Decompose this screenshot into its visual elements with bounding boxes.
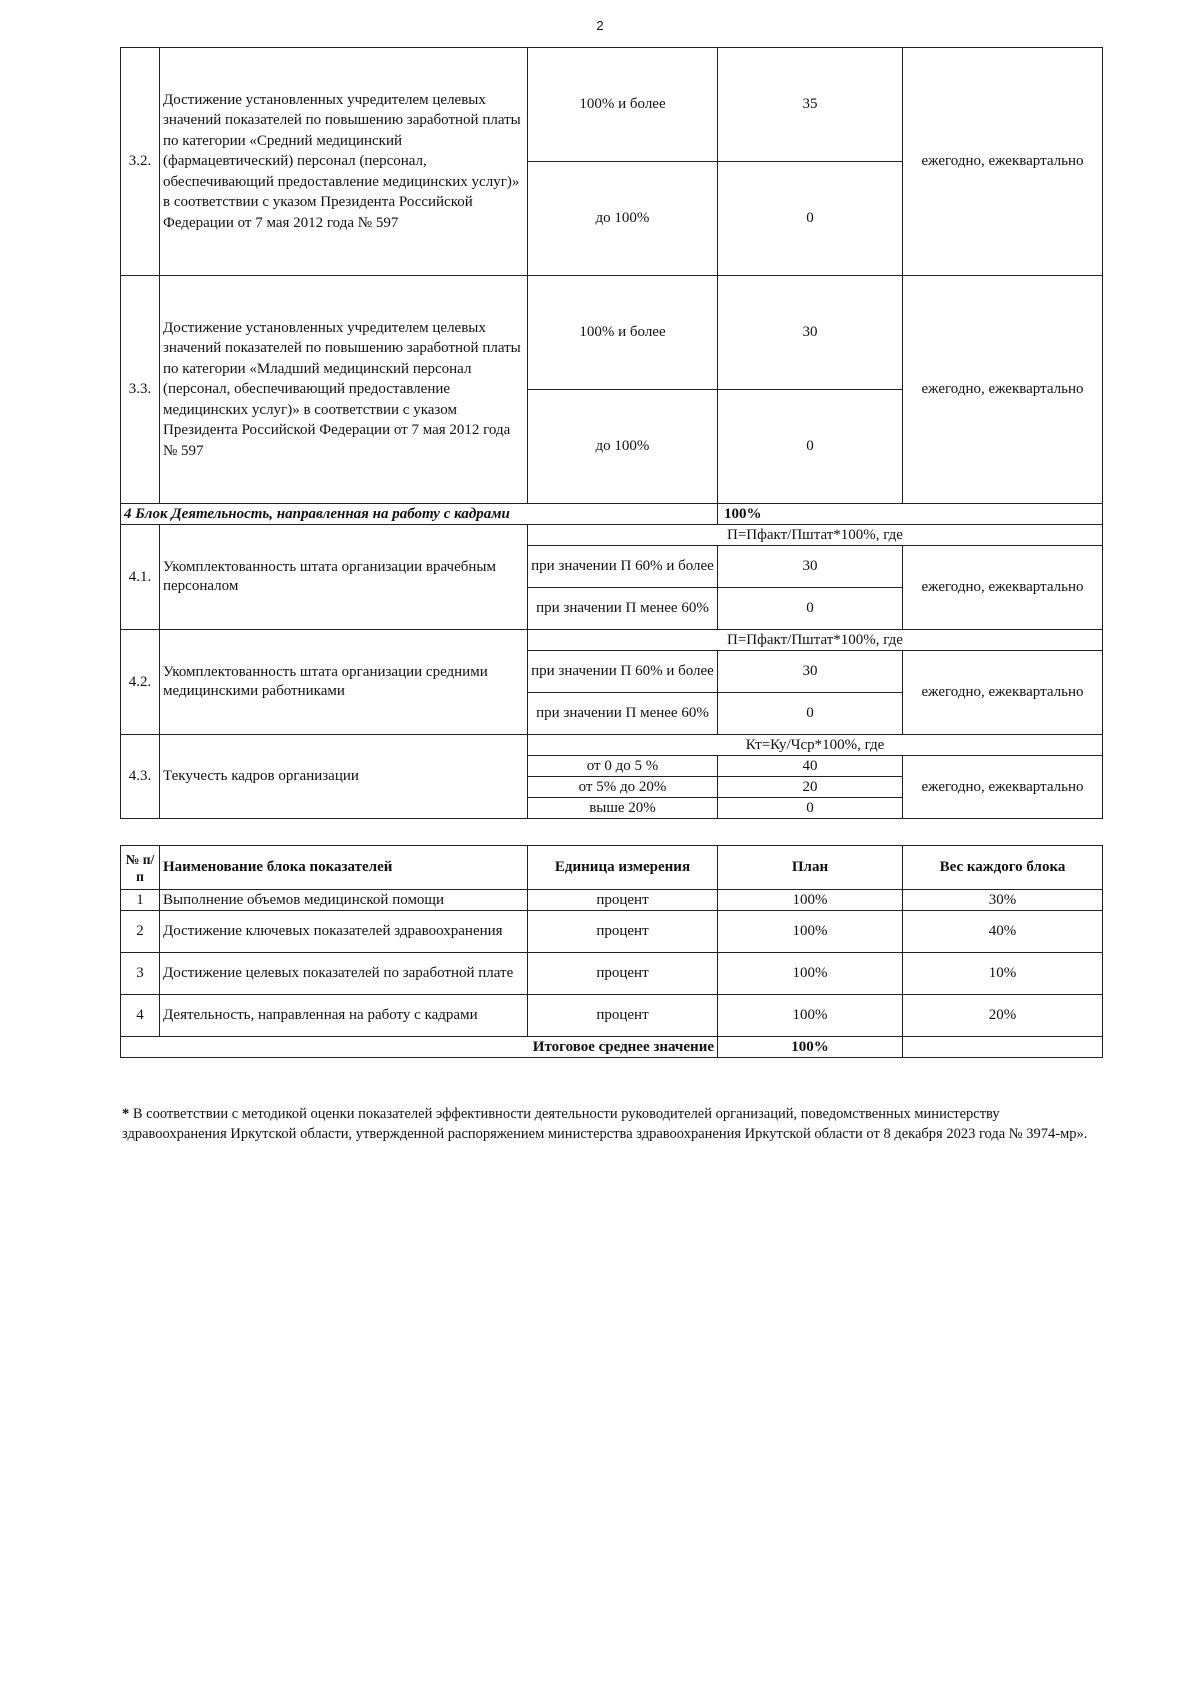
- row-weight: 30%: [903, 890, 1103, 911]
- condition-cell: при значении П менее 60%: [528, 588, 718, 630]
- row-unit: процент: [528, 953, 718, 995]
- row-plan: 100%: [718, 890, 903, 911]
- score-cell: 0: [718, 588, 903, 630]
- indicator-row-4-1: [121, 525, 1103, 546]
- condition-cell: при значении П 60% и более: [528, 546, 718, 588]
- indicator-row-4-2: [121, 630, 1103, 651]
- indicator-row-3-3: [121, 276, 1103, 390]
- score-cell: 30: [718, 546, 903, 588]
- condition-cell: при значении П менее 60%: [528, 693, 718, 735]
- table-row: [121, 995, 1103, 1037]
- header-plan: План: [718, 846, 903, 890]
- total-plan: 100%: [718, 1037, 903, 1058]
- formula-cell: П=Пфакт/Пштат*100%, где: [528, 525, 1103, 546]
- summary-total-row: [121, 1037, 1103, 1058]
- row-name: Достижение целевых показателей по заработной плате: [160, 953, 528, 995]
- block-4-weight: 100%: [718, 504, 1103, 525]
- row-unit: процент: [528, 995, 718, 1037]
- indicator-row-3-2: [121, 48, 1103, 162]
- indicator-name: Укомплектованность штата организации средними медицинскими работниками: [160, 630, 528, 735]
- total-weight: [903, 1037, 1103, 1058]
- score-cell: 0: [718, 390, 903, 504]
- score-cell: 0: [718, 693, 903, 735]
- header-name: Наименование блока показателей: [160, 846, 528, 890]
- row-name: Деятельность, направленная на работу с кадрами: [160, 995, 528, 1037]
- indicator-number: 4.2.: [121, 630, 160, 735]
- period-cell: ежегодно, ежеквартально: [903, 756, 1103, 819]
- row-weight: 40%: [903, 911, 1103, 953]
- header-unit: Единица измерения: [528, 846, 718, 890]
- row-num: 2: [121, 911, 160, 953]
- indicator-row-4-3: [121, 735, 1103, 756]
- indicator-name: Достижение установленных учредителем целевых значений показателей по повышению заработной платы по категории «Младший медицинский персонал (персонал, обеспечивающий предоставление медицинских услуг)» в соответствии с указом Президента Российской Федерации от 7 мая 2012 года № 597: [160, 276, 528, 504]
- indicator-name: Текучесть кадров организации: [160, 735, 528, 819]
- page-number: 2: [596, 18, 604, 33]
- row-weight: 20%: [903, 995, 1103, 1037]
- row-plan: 100%: [718, 995, 903, 1037]
- table-row: [121, 953, 1103, 995]
- period-cell: ежегодно, ежеквартально: [903, 276, 1103, 504]
- row-name: Достижение ключевых показателей здравоохранения: [160, 911, 528, 953]
- footnote: [122, 1104, 1102, 1144]
- row-plan: 100%: [718, 911, 903, 953]
- footnote-marker: *: [122, 1106, 130, 1122]
- condition-cell: 100% и более: [528, 276, 718, 390]
- row-unit: процент: [528, 890, 718, 911]
- condition-cell: при значении П 60% и более: [528, 651, 718, 693]
- header-num: № п/п: [121, 846, 160, 890]
- score-cell: 30: [718, 651, 903, 693]
- row-unit: процент: [528, 911, 718, 953]
- table-row: [121, 890, 1103, 911]
- row-num: 3: [121, 953, 160, 995]
- condition-cell: до 100%: [528, 390, 718, 504]
- condition-cell: 100% и более: [528, 48, 718, 162]
- score-cell: 30: [718, 276, 903, 390]
- score-cell: 0: [718, 162, 903, 276]
- row-plan: 100%: [718, 953, 903, 995]
- row-num: 4: [121, 995, 160, 1037]
- score-cell: 20: [718, 777, 903, 798]
- summary-table: [120, 845, 1103, 1058]
- indicator-name: Укомплектованность штата организации врачебным персоналом: [160, 525, 528, 630]
- indicators-table: [120, 47, 1103, 819]
- period-cell: ежегодно, ежеквартально: [903, 546, 1103, 630]
- summary-header-row: [121, 846, 1103, 890]
- row-name: Выполнение объемов медицинской помощи: [160, 890, 528, 911]
- indicator-name: Достижение установленных учредителем целевых значений показателей по повышению заработной платы по категории «Средний медицинский (фармацевтический) персонал (персонал, обеспечивающий предоставление медицинских услуг)» в соответствии с указом Президента Российской Федерации от 7 мая 2012 года № 597: [160, 48, 528, 276]
- period-cell: ежегодно, ежеквартально: [903, 48, 1103, 276]
- formula-cell: Кт=Ку/Чср*100%, где: [528, 735, 1103, 756]
- condition-cell: от 0 до 5 %: [528, 756, 718, 777]
- total-label: Итоговое среднее значение: [121, 1037, 718, 1058]
- formula-cell: П=Пфакт/Пштат*100%, где: [528, 630, 1103, 651]
- indicator-number: 3.3.: [121, 276, 160, 504]
- score-cell: 0: [718, 798, 903, 819]
- footnote-text: В соответствии с методикой оценки показателей эффективности деятельности руководителей организаций, поведомственных министерству здравоохранения Иркутской области, утвержденной распоряжением министерства здравоохранения Иркутской области от 8 декабря 2023 года № 3974-мр».: [122, 1106, 1088, 1142]
- block-4-heading-row: [121, 504, 1103, 525]
- score-cell: 40: [718, 756, 903, 777]
- row-num: 1: [121, 890, 160, 911]
- indicator-number: 3.2.: [121, 48, 160, 276]
- condition-cell: до 100%: [528, 162, 718, 276]
- period-cell: ежегодно, ежеквартально: [903, 651, 1103, 735]
- header-weight: Вес каждого блока: [903, 846, 1103, 890]
- indicator-number: 4.3.: [121, 735, 160, 819]
- block-4-title: 4 Блок Деятельность, направленная на работу с кадрами: [121, 504, 718, 525]
- table-row: [121, 911, 1103, 953]
- condition-cell: от 5% до 20%: [528, 777, 718, 798]
- score-cell: 35: [718, 48, 903, 162]
- row-weight: 10%: [903, 953, 1103, 995]
- indicator-number: 4.1.: [121, 525, 160, 630]
- condition-cell: выше 20%: [528, 798, 718, 819]
